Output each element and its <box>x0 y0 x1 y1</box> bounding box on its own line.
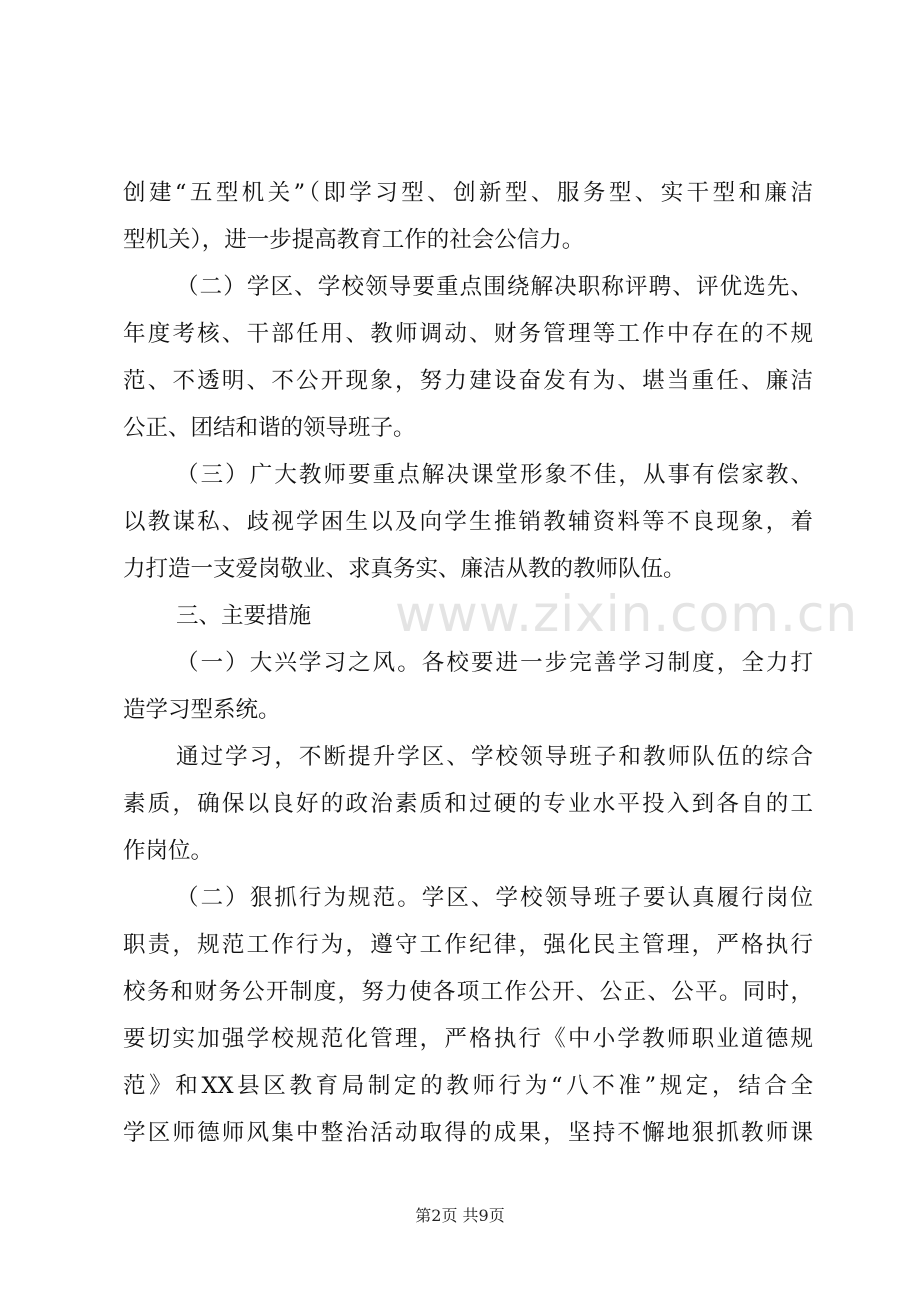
text-line: 年度考核、干部任用、教师调动、财务管理等工作中存在的不规 <box>123 321 813 347</box>
text-line: 校务和财务公开制度，努力使各项工作公开、公正、公平。同时， <box>123 979 813 1005</box>
text-line: 通过学习，不断提升学区、学校领导班子和教师队伍的综合 <box>176 744 813 770</box>
watermark: www.zixin.com.cn <box>395 585 859 643</box>
text-line: 作岗位。 <box>123 838 214 864</box>
text-line: （二）学区、学校领导要重点围绕解决职称评聘、评优选先、 <box>176 274 813 300</box>
page-footer: 第2页 共9页 <box>415 1206 505 1225</box>
text-line: （二）狠抓行为规范。学区、学校领导班子要认真履行岗位 <box>176 885 813 911</box>
text-line: 以教谋私、歧视学困生以及向学生推销教辅资料等不良现象，着 <box>123 509 813 535</box>
text-line: （一）大兴学习之风。各校要进一步完善学习制度，全力打 <box>176 650 813 676</box>
text-line: 素质，确保以良好的政治素质和过硬的专业水平投入到各自的工 <box>123 791 813 817</box>
text-line: （三）广大教师要重点解决课堂形象不佳，从事有偿家教、 <box>176 462 813 488</box>
text-line: 职责，规范工作行为，遵守工作纪律，强化民主管理，严格执行 <box>123 932 813 958</box>
text-line: 创建“五型机关”（即学习型、创新型、服务型、实干型和廉洁 <box>123 180 813 206</box>
text-line: 要切实加强学校规范化管理，严格执行《中小学教师职业道德规 <box>123 1026 813 1052</box>
body-text <box>123 170 813 1157</box>
text-line: 范、不透明、不公开现象，努力建设奋发有为、堪当重任、廉洁 <box>123 368 813 394</box>
text-line: 造学习型系统。 <box>123 697 281 723</box>
text-line: 学区师德师风集中整治活动取得的成果，坚持不懈地狠抓教师课 <box>123 1120 813 1146</box>
text-line: 范》和XX县区教育局制定的教师行为“八不准”规定，结合全 <box>123 1073 813 1099</box>
section-heading: 三、主要措施 <box>176 603 312 629</box>
text-line: 公正、团结和谐的领导班子。 <box>123 415 416 441</box>
text-line: 型机关），进一步提高教育工作的社会公信力。 <box>123 227 585 253</box>
text-line: 力打造一支爱岗敬业、求真务实、廉洁从教的教师队伍。 <box>123 556 686 582</box>
